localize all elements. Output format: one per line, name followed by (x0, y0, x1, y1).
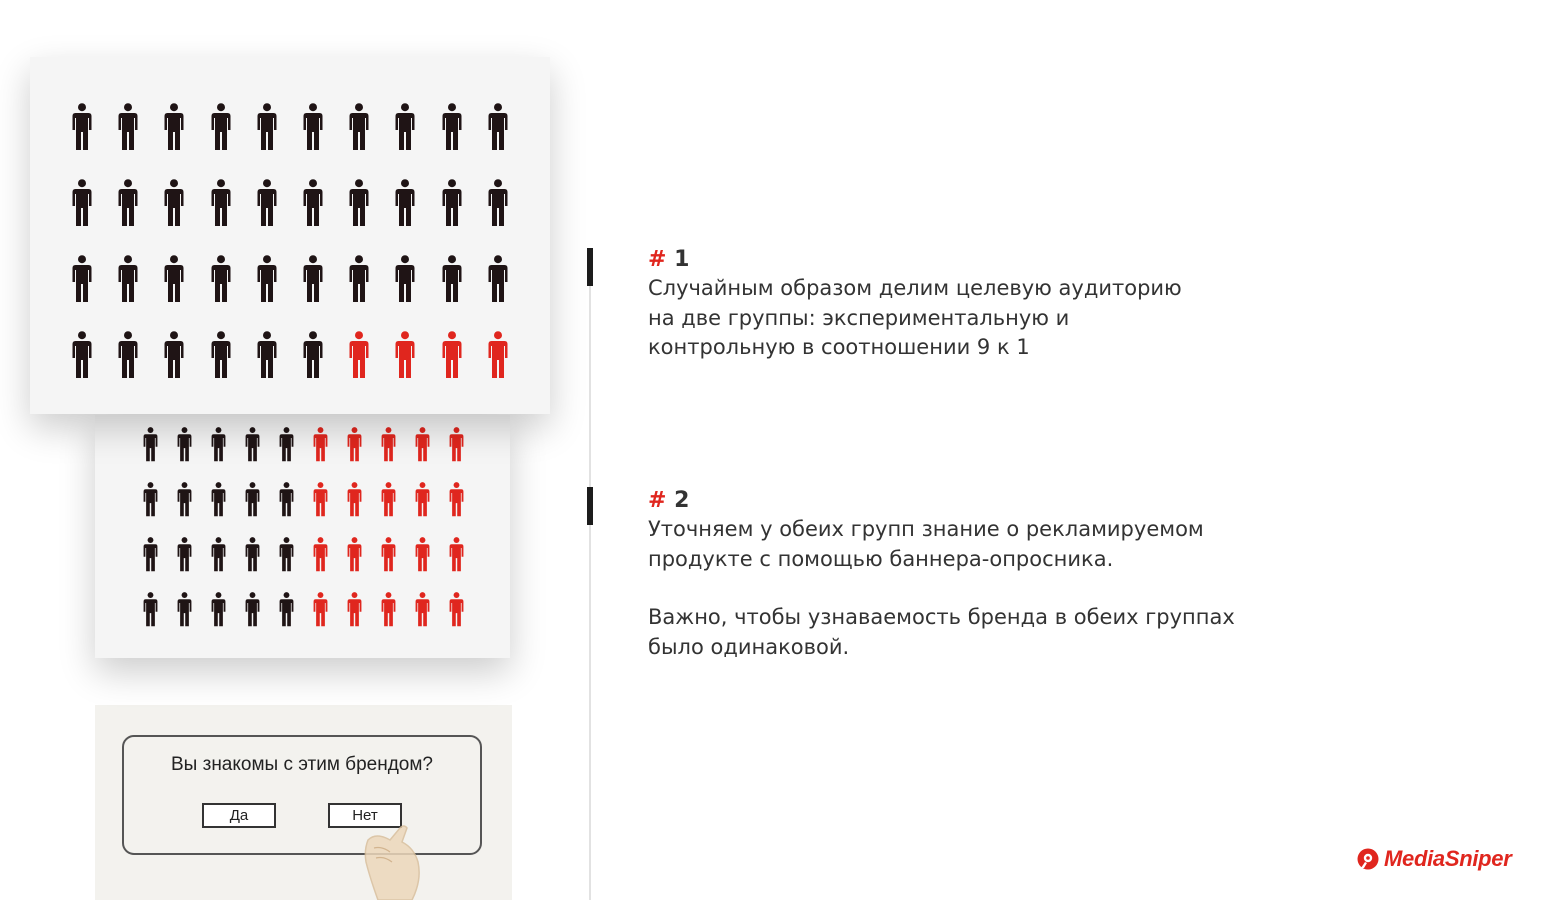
grid2-person-icon (211, 537, 226, 576)
grid2-person-icon (177, 537, 192, 576)
grid1-person-icon-red (488, 331, 508, 383)
grid1-person-icon (118, 179, 138, 231)
grid2-person-icon-red (381, 482, 396, 521)
grid2-person-icon (279, 592, 294, 631)
grid2-person-icon (211, 482, 226, 521)
grid2-person-icon (279, 482, 294, 521)
grid2-person-icon-red (449, 427, 464, 466)
grid1-person-icon (257, 103, 277, 155)
grid2-person-icon (143, 537, 158, 576)
grid1-person-icon (164, 179, 184, 231)
mediasniper-logo (1356, 846, 1512, 872)
grid1-person-icon (488, 179, 508, 231)
grid2-person-icon (211, 427, 226, 466)
grid2-person-icon (245, 537, 260, 576)
grid1-person-icon (72, 179, 92, 231)
grid1-person-icon-red (395, 331, 415, 383)
grid1-person-icon (211, 179, 231, 231)
step-1 (648, 246, 1182, 363)
timeline-marker-1 (587, 248, 593, 286)
step-2-text-line: продукте с помощью баннера-опросника. (648, 546, 1114, 571)
grid1-person-icon (164, 331, 184, 383)
grid2-person-icon (143, 427, 158, 466)
step-1-text-line: на две группы: экспериментальную и (648, 305, 1070, 330)
step-2-note-line: было одинаковой. (648, 634, 850, 659)
grid1-person-icon (211, 255, 231, 307)
grid2-person-icon-red (449, 592, 464, 631)
grid2-person-icon (177, 482, 192, 521)
step-2-number: # 2 (648, 488, 690, 513)
grid1-person-icon (349, 179, 369, 231)
timeline-line (589, 248, 591, 900)
grid2-person-icon (279, 427, 294, 466)
grid1-person-icon (303, 255, 323, 307)
step-1-text-line: контрольную в соотношении 9 к 1 (648, 335, 1030, 359)
grid2-person-icon-red (381, 592, 396, 631)
grid2-person-icon-red (449, 537, 464, 576)
grid1-person-icon (349, 103, 369, 155)
grid2-person-icon (245, 482, 260, 521)
grid1-person-icon (118, 255, 138, 307)
grid2-person-icon-red (415, 482, 430, 521)
step-2-note-line: Важно, чтобы узнаваемость бренда в обеих группах (648, 605, 1235, 629)
grid1-person-icon (118, 331, 138, 383)
grid2-person-icon-red (347, 592, 362, 631)
grid2-person-icon-red (415, 427, 430, 466)
grid1-person-icon (488, 255, 508, 307)
grid2-person-icon-red (381, 427, 396, 466)
pointing-hand-icon (360, 818, 430, 900)
grid2-person-icon-red (347, 482, 362, 521)
grid1-person-icon (211, 331, 231, 383)
grid1-person-icon (349, 255, 369, 307)
grid2-person-icon-red (313, 482, 328, 521)
grid2-person-icon-red (347, 427, 362, 466)
poll-question: Вы знакомы с этим брендом? (171, 754, 433, 775)
grid1-person-icon (303, 179, 323, 231)
mediasniper-logo-icon (1356, 847, 1380, 871)
grid1-person-icon (442, 255, 462, 307)
grid1-person-icon (395, 179, 415, 231)
grid2-person-icon-red (415, 537, 430, 576)
step-1-text-line: Случайным образом делим целевую аудиторию (648, 276, 1182, 300)
grid2-person-icon-red (313, 537, 328, 576)
split-groups-card (95, 415, 510, 658)
step-2-text-line: Уточняем у обеих групп знание о рекламируемом (648, 517, 1204, 541)
grid1-person-icon (72, 255, 92, 307)
grid1-person-icon (442, 103, 462, 155)
grid2-person-icon-red (449, 482, 464, 521)
grid1-person-icon (488, 103, 508, 155)
grid1-person-icon (303, 331, 323, 383)
step-1-number: # 1 (648, 247, 690, 272)
grid2-person-icon (211, 592, 226, 631)
grid2-person-icon (143, 592, 158, 631)
grid2-person-icon (245, 427, 260, 466)
grid2-person-icon (245, 592, 260, 631)
yes-button[interactable]: Да (202, 803, 276, 828)
grid1-person-icon (164, 255, 184, 307)
grid1-person-icon (257, 255, 277, 307)
timeline-marker-2 (587, 487, 593, 525)
logo-text: MediaSniper (1384, 846, 1512, 871)
grid1-person-icon (72, 331, 92, 383)
grid2-person-icon-red (381, 537, 396, 576)
grid1-person-icon (118, 103, 138, 155)
step-2 (648, 487, 1235, 662)
grid1-person-icon (257, 331, 277, 383)
grid2-person-icon (279, 537, 294, 576)
grid1-person-icon (164, 103, 184, 155)
grid2-person-icon-red (347, 537, 362, 576)
grid1-person-icon (442, 179, 462, 231)
grid2-person-icon-red (415, 592, 430, 631)
grid2-person-icon-red (313, 427, 328, 466)
grid1-person-icon (303, 103, 323, 155)
grid1-person-icon-red (442, 331, 462, 383)
no-button[interactable]: Нет (328, 803, 402, 828)
grid1-person-icon (395, 103, 415, 155)
grid1-person-icon (257, 179, 277, 231)
grid2-person-icon (143, 482, 158, 521)
grid2-person-icon (177, 427, 192, 466)
grid1-person-icon-red (349, 331, 369, 383)
audience-grid-card (30, 57, 550, 414)
grid1-person-icon (72, 103, 92, 155)
grid2-person-icon (177, 592, 192, 631)
grid2-person-icon-red (313, 592, 328, 631)
grid1-person-icon (211, 103, 231, 155)
grid1-person-icon (395, 255, 415, 307)
